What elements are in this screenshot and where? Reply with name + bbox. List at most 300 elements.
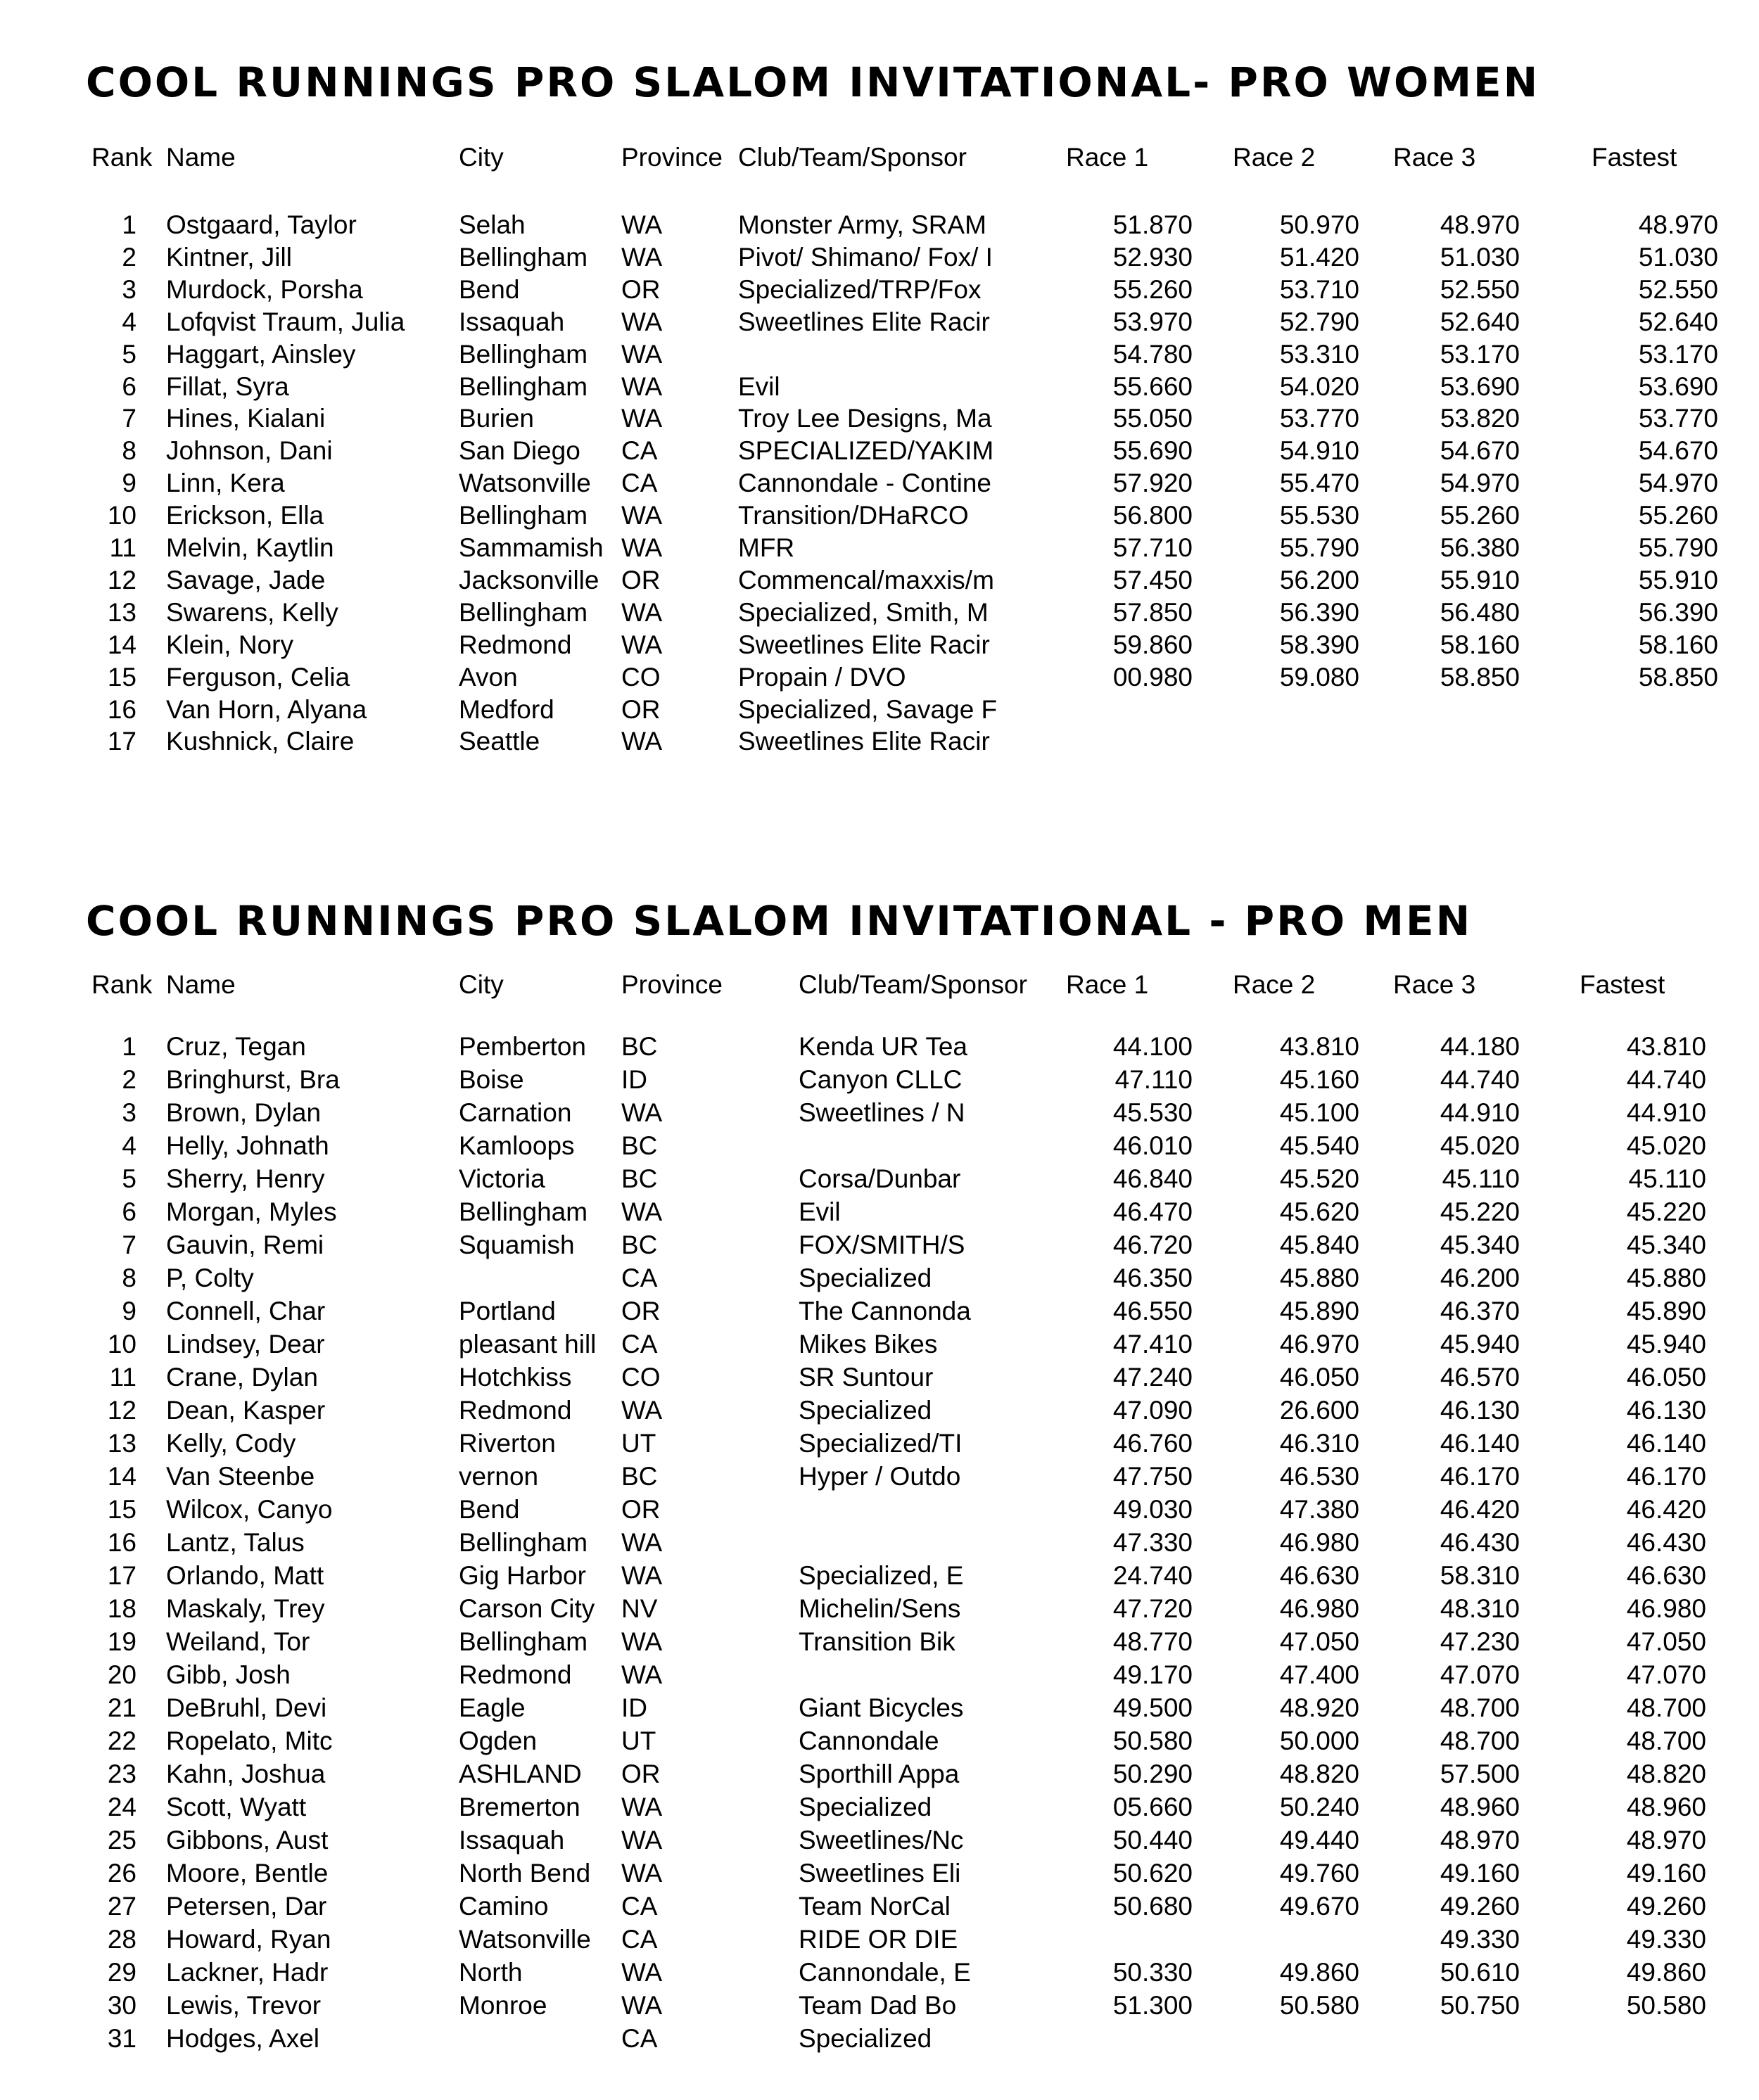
- cell-race1: 46.720: [1112, 1230, 1193, 1259]
- cell-name: Linn, Kera: [166, 469, 285, 498]
- cell-race2: 46.530: [1279, 1462, 1359, 1491]
- cell-race3: 57.500: [1440, 1759, 1520, 1788]
- cell-race2: 45.890: [1279, 1297, 1359, 1325]
- header-fastest: Fastest: [1580, 970, 1665, 999]
- cell-race1: 59.860: [1112, 630, 1193, 659]
- cell-race2: 50.970: [1279, 210, 1359, 239]
- cell-fastest: 46.420: [1626, 1495, 1706, 1524]
- cell-race3: 58.850: [1440, 662, 1520, 692]
- cell-race2: 45.520: [1279, 1164, 1359, 1193]
- cell-race1: 48.770: [1112, 1627, 1193, 1656]
- cell-race3: 46.420: [1440, 1495, 1520, 1524]
- cell-club: Sweetlines Elite Racir: [738, 630, 990, 659]
- cell-fastest: 56.390: [1638, 597, 1718, 627]
- cell-club: Kenda UR Tea: [799, 1032, 967, 1061]
- cell-club: Sweetlines / N: [799, 1098, 965, 1127]
- cell-race1: 51.300: [1112, 1991, 1193, 2020]
- cell-fastest: 45.340: [1626, 1230, 1706, 1259]
- cell-fastest: 46.430: [1626, 1528, 1706, 1557]
- cell-name: Lantz, Talus: [166, 1528, 305, 1557]
- cell-city: Riverton: [459, 1429, 556, 1458]
- cell-race1: 54.780: [1112, 339, 1193, 369]
- cell-race1: 50.680: [1112, 1892, 1193, 1921]
- header-club: Club/Team/Sponsor: [799, 970, 1027, 999]
- cell-race3: 47.070: [1440, 1660, 1520, 1689]
- cell-city: Issaquah: [459, 1826, 565, 1854]
- cell-race3: 47.230: [1440, 1627, 1520, 1656]
- cell-name: Erickson, Ella: [166, 501, 324, 530]
- cell-rank: 4: [122, 307, 136, 336]
- cell-race2: 50.580: [1279, 1991, 1359, 2020]
- cell-rank: 4: [122, 1131, 136, 1160]
- cell-club: Propain / DVO: [738, 662, 906, 692]
- cell-race1: 49.030: [1112, 1495, 1193, 1524]
- table-row: [0, 1626, 1759, 1658]
- cell-province: CA: [621, 2024, 658, 2053]
- cell-name: Van Horn, Alyana: [166, 694, 367, 724]
- cell-name: Ferguson, Celia: [166, 662, 350, 692]
- cell-province: BC: [621, 1164, 658, 1193]
- cell-race2: 51.420: [1279, 242, 1359, 272]
- cell-race1: 55.260: [1112, 274, 1193, 304]
- cell-race3: 49.260: [1440, 1892, 1520, 1921]
- cell-fastest: 48.700: [1626, 1726, 1706, 1755]
- cell-province: UT: [621, 1726, 656, 1755]
- cell-fastest: 46.170: [1626, 1462, 1706, 1491]
- cell-province: CA: [621, 1892, 658, 1921]
- table-row: [0, 532, 1759, 564]
- cell-name: Gibb, Josh: [166, 1660, 291, 1689]
- cell-city: Jacksonville: [459, 565, 599, 594]
- cell-race2: 54.020: [1279, 371, 1359, 401]
- cell-race1: 44.100: [1112, 1032, 1193, 1061]
- cell-province: WA: [621, 1197, 663, 1226]
- cell-rank: 22: [107, 1726, 136, 1755]
- cell-race1: 45.530: [1112, 1098, 1193, 1127]
- cell-city: pleasant hill: [459, 1330, 597, 1358]
- cell-club: MFR: [738, 533, 795, 562]
- cell-race1: 00.980: [1112, 662, 1193, 692]
- cell-rank: 16: [107, 694, 136, 724]
- cell-fastest: 49.160: [1626, 1859, 1706, 1888]
- cell-race2: 54.910: [1279, 436, 1359, 466]
- cell-fastest: 47.050: [1626, 1627, 1706, 1656]
- cell-race1: 51.870: [1112, 210, 1193, 239]
- cell-rank: 8: [122, 436, 136, 466]
- cell-city: Ogden: [459, 1726, 538, 1755]
- cell-province: ID: [621, 1065, 647, 1094]
- cell-race2: 50.240: [1279, 1793, 1359, 1821]
- cell-fastest: 58.850: [1638, 662, 1718, 692]
- cell-race1: 05.660: [1112, 1793, 1193, 1821]
- table-row: [0, 371, 1759, 403]
- cell-city: Selah: [459, 210, 526, 239]
- cell-race1: 55.690: [1112, 436, 1193, 466]
- cell-province: WA: [621, 1826, 663, 1854]
- cell-name: Kelly, Cody: [166, 1429, 296, 1458]
- cell-rank: 20: [107, 1660, 136, 1689]
- cell-club: Canyon CLLC: [799, 1065, 963, 1094]
- cell-race3: 48.700: [1440, 1726, 1520, 1755]
- cell-race3: 52.640: [1440, 307, 1520, 336]
- cell-rank: 27: [107, 1892, 136, 1921]
- cell-club: Hyper / Outdo: [799, 1462, 961, 1491]
- cell-club: Michelin/Sens: [799, 1594, 961, 1623]
- cell-club: RIDE OR DIE: [799, 1925, 958, 1954]
- cell-rank: 14: [107, 1462, 136, 1491]
- table-row: [0, 1560, 1759, 1592]
- cell-fastest: 55.910: [1638, 565, 1718, 594]
- cell-province: WA: [621, 597, 663, 627]
- cell-rank: 17: [107, 727, 136, 756]
- cell-race1: 46.010: [1112, 1131, 1193, 1160]
- cell-rank: 5: [122, 1164, 136, 1193]
- cell-city: Redmond: [459, 1396, 572, 1425]
- cell-race2: 49.440: [1279, 1826, 1359, 1854]
- cell-club: Transition Bik: [799, 1627, 955, 1656]
- cell-name: Fillat, Syra: [166, 371, 289, 401]
- cell-city: Portland: [459, 1297, 556, 1325]
- cell-race2: 45.840: [1279, 1230, 1359, 1259]
- cell-province: OR: [621, 565, 661, 594]
- cell-race1: 49.500: [1112, 1693, 1193, 1722]
- cell-race3: 54.670: [1440, 436, 1520, 466]
- cell-rank: 30: [107, 1991, 136, 2020]
- cell-club: Specialized, Savage F: [738, 694, 998, 724]
- cell-city: Avon: [459, 662, 518, 692]
- cell-race1: 55.050: [1112, 404, 1193, 433]
- cell-race3: 44.910: [1440, 1098, 1520, 1127]
- table-row: [0, 1923, 1759, 1956]
- cell-race2: 47.400: [1279, 1660, 1359, 1689]
- cell-fastest: 45.020: [1626, 1131, 1706, 1160]
- cell-club: Sweetlines Elite Racir: [738, 727, 990, 756]
- cell-race3: 56.380: [1440, 533, 1520, 562]
- cell-race1: 49.170: [1112, 1660, 1193, 1689]
- cell-race3: 46.140: [1440, 1429, 1520, 1458]
- cell-name: Orlando, Matt: [166, 1561, 324, 1590]
- cell-name: Van Steenbe: [166, 1462, 315, 1491]
- cell-city: Issaquah: [459, 307, 565, 336]
- cell-rank: 5: [122, 339, 136, 369]
- cell-city: Monroe: [459, 1991, 547, 2020]
- cell-race3: 48.960: [1440, 1793, 1520, 1821]
- cell-fastest: 52.640: [1638, 307, 1718, 336]
- cell-club: Sweetlines Eli: [799, 1859, 961, 1888]
- cell-city: Bellingham: [459, 1627, 588, 1656]
- table-row: [0, 1064, 1759, 1096]
- table-row: [0, 1394, 1759, 1427]
- cell-rank: 9: [122, 1297, 136, 1325]
- cell-fastest: 45.940: [1626, 1330, 1706, 1358]
- cell-fastest: 58.160: [1638, 630, 1718, 659]
- cell-city: Gig Harbor: [459, 1561, 586, 1590]
- table-row: [0, 1461, 1759, 1493]
- cell-city: Bend: [459, 274, 520, 304]
- cell-name: Gibbons, Aust: [166, 1826, 329, 1854]
- table-row: [0, 1791, 1759, 1824]
- cell-rank: 2: [122, 242, 136, 272]
- cell-name: Savage, Jade: [166, 565, 326, 594]
- cell-rank: 10: [107, 501, 136, 530]
- table-row: [0, 467, 1759, 499]
- cell-race3: 51.030: [1440, 242, 1520, 272]
- cell-race3: 55.260: [1440, 501, 1520, 530]
- cell-rank: 18: [107, 1594, 136, 1623]
- cell-name: Maskaly, Trey: [166, 1594, 325, 1623]
- cell-rank: 11: [109, 1363, 136, 1392]
- table-row: [0, 1427, 1759, 1460]
- cell-race2: 45.160: [1279, 1065, 1359, 1094]
- cell-city: Carnation: [459, 1098, 572, 1127]
- cell-rank: 17: [107, 1561, 136, 1590]
- cell-province: WA: [621, 533, 663, 562]
- cell-fastest: 48.970: [1638, 210, 1718, 239]
- cell-fastest: 44.740: [1626, 1065, 1706, 1094]
- cell-province: CO: [621, 1363, 661, 1392]
- cell-race1: 50.580: [1112, 1726, 1193, 1755]
- cell-name: Helly, Johnath: [166, 1131, 329, 1160]
- cell-rank: 21: [107, 1693, 136, 1722]
- cell-name: Hodges, Axel: [166, 2024, 320, 2053]
- cell-race3: 46.430: [1440, 1528, 1520, 1557]
- cell-province: WA: [621, 210, 663, 239]
- cell-province: CA: [621, 1925, 658, 1954]
- table-row: [0, 1527, 1759, 1559]
- cell-race1: 46.470: [1112, 1197, 1193, 1226]
- cell-city: Watsonville: [459, 1925, 591, 1954]
- cell-name: Scott, Wyatt: [166, 1793, 307, 1821]
- cell-province: WA: [621, 1991, 663, 2020]
- cell-race3: 49.160: [1440, 1859, 1520, 1888]
- cell-race3: 55.910: [1440, 565, 1520, 594]
- cell-name: Bringhurst, Bra: [166, 1065, 340, 1094]
- cell-race3: 44.180: [1440, 1032, 1520, 1061]
- cell-race3: 48.700: [1440, 1693, 1520, 1722]
- cell-club: Specialized: [799, 1396, 932, 1425]
- cell-fastest: 55.790: [1638, 533, 1718, 562]
- cell-city: San Diego: [459, 436, 580, 466]
- cell-fastest: 51.030: [1638, 242, 1718, 272]
- cell-club: Troy Lee Designs, Ma: [738, 404, 992, 433]
- table-row: [0, 1758, 1759, 1790]
- cell-name: Wilcox, Canyo: [166, 1495, 333, 1524]
- cell-province: BC: [621, 1131, 658, 1160]
- cell-name: P, Colty: [166, 1264, 254, 1292]
- cell-city: Pemberton: [459, 1032, 586, 1061]
- cell-province: OR: [621, 1495, 661, 1524]
- cell-race2: 47.380: [1279, 1495, 1359, 1524]
- cell-city: Redmond: [459, 1660, 572, 1689]
- cell-rank: 16: [107, 1528, 136, 1557]
- cell-fastest: 46.140: [1626, 1429, 1706, 1458]
- table-row: [0, 1857, 1759, 1890]
- cell-race2: 49.860: [1279, 1958, 1359, 1987]
- cell-province: BC: [621, 1462, 658, 1491]
- cell-race1: 57.850: [1112, 597, 1193, 627]
- cell-name: DeBruhl, Devi: [166, 1693, 327, 1722]
- cell-club: SPECIALIZED/YAKIM: [738, 436, 994, 466]
- cell-province: CA: [621, 1330, 658, 1358]
- cell-rank: 13: [107, 597, 136, 627]
- cell-name: Kahn, Joshua: [166, 1759, 326, 1788]
- cell-race3: 45.220: [1440, 1197, 1520, 1226]
- cell-race2: 53.710: [1279, 274, 1359, 304]
- cell-race2: 46.310: [1279, 1429, 1359, 1458]
- cell-race1: 47.720: [1112, 1594, 1193, 1623]
- cell-province: CA: [621, 469, 658, 498]
- cell-rank: 23: [107, 1759, 136, 1788]
- cell-race2: 46.630: [1279, 1561, 1359, 1590]
- header-club: Club/Team/Sponsor: [738, 143, 967, 172]
- cell-city: Carson City: [459, 1594, 595, 1623]
- cell-race3: 58.310: [1440, 1561, 1520, 1590]
- cell-rank: 1: [122, 210, 136, 239]
- cell-name: Kintner, Jill: [166, 242, 292, 272]
- cell-race1: 47.410: [1112, 1330, 1193, 1358]
- cell-name: Ropelato, Mitc: [166, 1726, 333, 1755]
- table-row: [0, 1593, 1759, 1625]
- cell-race1: 46.350: [1112, 1264, 1193, 1292]
- cell-race2: 52.790: [1279, 307, 1359, 336]
- cell-name: Dean, Kasper: [166, 1396, 326, 1425]
- cell-city: vernon: [459, 1462, 539, 1491]
- cell-race1: 50.290: [1112, 1759, 1193, 1788]
- cell-province: OR: [621, 274, 661, 304]
- cell-name: Kushnick, Claire: [166, 727, 355, 756]
- cell-race2: 46.980: [1279, 1594, 1359, 1623]
- cell-province: OR: [621, 1297, 661, 1325]
- cell-province: CO: [621, 662, 661, 692]
- cell-race1: 47.090: [1112, 1396, 1193, 1425]
- cell-city: Squamish: [459, 1230, 575, 1259]
- cell-name: Petersen, Dar: [166, 1892, 327, 1921]
- cell-city: Medford: [459, 694, 554, 724]
- cell-rank: 10: [107, 1330, 136, 1358]
- table-row: [0, 725, 1759, 758]
- cell-province: WA: [621, 1528, 663, 1557]
- cell-race1: 50.330: [1112, 1958, 1193, 1987]
- cell-name: Moore, Bentle: [166, 1859, 329, 1888]
- table-row: [0, 435, 1759, 467]
- cell-rank: 7: [122, 1230, 136, 1259]
- cell-fastest: 55.260: [1638, 501, 1718, 530]
- cell-race1: 46.840: [1112, 1164, 1193, 1193]
- cell-race1: 47.750: [1112, 1462, 1193, 1491]
- cell-fastest: 54.670: [1638, 436, 1718, 466]
- cell-city: Redmond: [459, 630, 572, 659]
- cell-province: NV: [621, 1594, 658, 1623]
- cell-rank: 11: [109, 533, 136, 562]
- cell-city: Hotchkiss: [459, 1363, 572, 1392]
- cell-rank: 31: [107, 2024, 136, 2053]
- table-row: [0, 241, 1759, 274]
- cell-name: Morgan, Myles: [166, 1197, 337, 1226]
- cell-race1: 57.450: [1112, 565, 1193, 594]
- cell-race2: 53.310: [1279, 339, 1359, 369]
- cell-province: CA: [621, 1264, 658, 1292]
- cell-name: Melvin, Kaytlin: [166, 533, 334, 562]
- cell-fastest: 53.170: [1638, 339, 1718, 369]
- cell-race3: 54.970: [1440, 469, 1520, 498]
- cell-province: WA: [621, 307, 663, 336]
- table-row: [0, 1361, 1759, 1394]
- cell-club: Evil: [799, 1197, 841, 1226]
- cell-race1: 47.240: [1112, 1363, 1193, 1392]
- cell-race3: 53.170: [1440, 339, 1520, 369]
- cell-club: Team NorCal: [799, 1892, 951, 1921]
- cell-race2: 50.000: [1279, 1726, 1359, 1755]
- cell-club: Sweetlines Elite Racir: [738, 307, 990, 336]
- cell-race2: 45.540: [1279, 1131, 1359, 1160]
- cell-province: WA: [621, 1627, 663, 1656]
- table-row: [0, 402, 1759, 435]
- cell-rank: 13: [107, 1429, 136, 1458]
- women-section-title: COOL RUNNINGS PRO SLALOM INVITATIONAL- PRO WOMEN: [86, 58, 1540, 106]
- cell-province: WA: [621, 727, 663, 756]
- cell-rank: 3: [122, 1098, 136, 1127]
- cell-club: The Cannonda: [799, 1297, 971, 1325]
- cell-race3: 58.160: [1440, 630, 1520, 659]
- cell-city: North: [459, 1958, 523, 1987]
- table-row: [0, 1229, 1759, 1261]
- cell-province: OR: [621, 694, 661, 724]
- cell-race3: 45.940: [1440, 1330, 1520, 1358]
- cell-race1: 50.620: [1112, 1859, 1193, 1888]
- cell-race2: 55.470: [1279, 469, 1359, 498]
- cell-name: Lewis, Trevor: [166, 1991, 322, 2020]
- cell-city: Watsonville: [459, 469, 591, 498]
- cell-club: Evil: [738, 371, 780, 401]
- cell-province: WA: [621, 404, 663, 433]
- table-row: [0, 1659, 1759, 1691]
- cell-city: Burien: [459, 404, 534, 433]
- men-section-title: COOL RUNNINGS PRO SLALOM INVITATIONAL - PRO MEN: [86, 897, 1473, 945]
- cell-city: Kamloops: [459, 1131, 575, 1160]
- cell-race3: 50.750: [1440, 1991, 1520, 2020]
- cell-city: Eagle: [459, 1693, 526, 1722]
- cell-city: Sammamish: [459, 533, 604, 562]
- cell-race1: 53.970: [1112, 307, 1193, 336]
- cell-race2: 45.100: [1279, 1098, 1359, 1127]
- table-row: [0, 694, 1759, 726]
- cell-race3: 53.690: [1440, 371, 1520, 401]
- header-name: Name: [166, 143, 236, 172]
- cell-province: OR: [621, 1759, 661, 1788]
- table-row: [0, 564, 1759, 597]
- header-city: City: [459, 143, 504, 172]
- cell-race2: 58.390: [1279, 630, 1359, 659]
- cell-race2: 45.620: [1279, 1197, 1359, 1226]
- cell-rank: 19: [107, 1627, 136, 1656]
- cell-club: Corsa/Dunbar: [799, 1164, 961, 1193]
- cell-fastest: 45.110: [1628, 1164, 1706, 1193]
- cell-race3: 52.550: [1440, 274, 1520, 304]
- cell-fastest: 49.860: [1626, 1958, 1706, 1987]
- cell-fastest: 49.260: [1626, 1892, 1706, 1921]
- table-row: [0, 209, 1759, 241]
- cell-city: Bellingham: [459, 242, 588, 272]
- cell-race3: 50.610: [1440, 1958, 1520, 1987]
- header-race1: Race 1: [1066, 143, 1149, 172]
- cell-province: WA: [621, 1660, 663, 1689]
- cell-race2: 56.200: [1279, 565, 1359, 594]
- cell-race3: 53.820: [1440, 404, 1520, 433]
- cell-province: WA: [621, 1793, 663, 1821]
- cell-race1: 47.330: [1112, 1528, 1193, 1557]
- cell-race1: 46.760: [1112, 1429, 1193, 1458]
- table-row: [0, 1163, 1759, 1195]
